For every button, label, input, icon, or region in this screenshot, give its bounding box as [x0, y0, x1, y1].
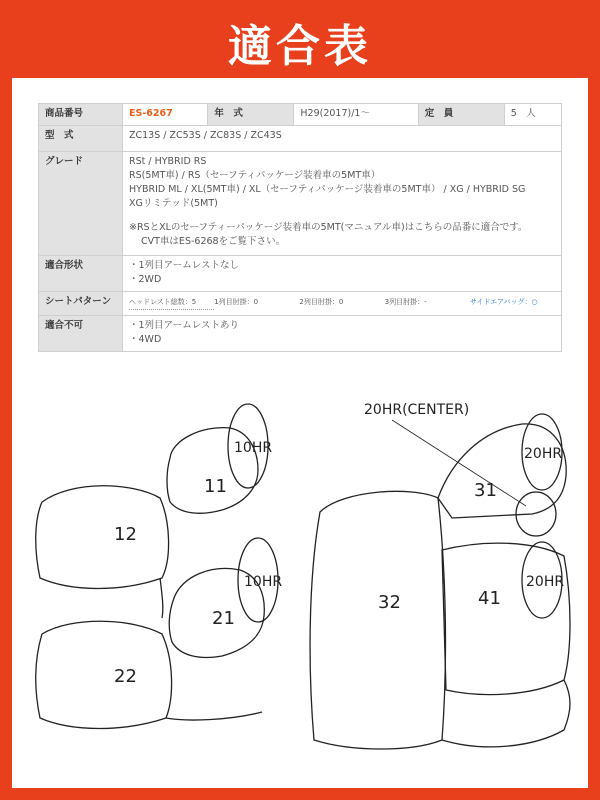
table-row — [39, 126, 562, 152]
seat-outline — [166, 712, 262, 720]
grade-label: グレード — [39, 152, 123, 256]
fit-value — [123, 256, 562, 292]
table-row — [39, 104, 562, 126]
grade-line: RS(5MT車) / RS（セーフティパッケージ装着車の5MT車） — [129, 170, 381, 181]
label-11: 11 — [204, 476, 227, 497]
row3-armrest: 3列目肘掛：- — [384, 298, 427, 306]
label-21: 21 — [212, 608, 235, 629]
center-headrest-label: 20HR(CENTER) — [364, 402, 470, 418]
year-label: 年 式 — [208, 104, 294, 126]
grade-note: ※RSとXLのセーフティーパッケージ装着車の5MT(マニュアル車)はこちらの品番に適合です。 — [129, 222, 528, 233]
row2-armrest: 2列目肘掛：0 — [299, 298, 344, 306]
label-41: 41 — [478, 588, 501, 609]
seat-outline — [160, 578, 163, 618]
label-12: 12 — [114, 524, 137, 545]
year-value: H29(2017)/1〜 — [294, 104, 418, 126]
grade-note: CVT車はES-6268をご覧下さい。 — [141, 236, 286, 247]
model-value: ZC13S / ZC53S / ZC83S / ZC43S — [123, 126, 562, 152]
headrest-count: ヘッドレスト総数：5 — [129, 295, 214, 310]
table-row — [39, 292, 562, 316]
label-32: 32 — [378, 592, 401, 613]
page-title: 適合表 — [228, 21, 372, 72]
grade-value — [123, 152, 562, 256]
side-airbag: サイドエアバッグ：○ — [469, 298, 538, 306]
ng-value — [123, 316, 562, 352]
label-22: 22 — [114, 666, 137, 687]
ng-label: 適合不可 — [39, 316, 123, 352]
product-no-value: ES-6267 — [123, 104, 208, 126]
seat-pattern-label: シートパターン — [39, 292, 123, 316]
ng-item: ・4WD — [129, 334, 162, 345]
headrest-label: 10HR — [244, 574, 283, 590]
model-label: 型 式 — [39, 126, 123, 152]
seat-outline — [442, 680, 570, 747]
label-31: 31 — [474, 480, 497, 501]
table-row — [39, 316, 562, 352]
grade-line: XGリミテッド(5MT) — [129, 198, 218, 209]
center-leader-line — [392, 420, 526, 506]
seat-part-12 — [36, 486, 169, 589]
seat-part-22 — [36, 621, 172, 728]
fit-item: ・2WD — [129, 274, 162, 285]
compatibility-table — [38, 103, 562, 352]
fit-item: ・1列目アームレストなし — [129, 260, 239, 271]
seat-part-41 — [442, 543, 570, 694]
headrest-label: 20HR — [526, 574, 565, 590]
headrest-label: 20HR — [524, 446, 563, 462]
seat-pattern-value — [123, 292, 562, 316]
seat-diagram — [12, 380, 588, 780]
grade-line: RSt / HYBRID RS — [129, 156, 207, 167]
table-row — [39, 152, 562, 256]
row1-armrest: 1列目肘掛：0 — [214, 298, 259, 306]
product-no-label: 商品番号 — [39, 104, 123, 126]
capacity-value: 5 人 — [504, 104, 561, 126]
seat-part-31 — [438, 424, 566, 518]
seat-part-32 — [310, 491, 445, 749]
fit-label: 適合形状 — [39, 256, 123, 292]
headrest-label: 10HR — [234, 440, 273, 456]
table-row — [39, 256, 562, 292]
grade-line: HYBRID ML / XL(5MT車) / XL（セーフティパッケージ装着車の5MT車） / XG / HYBRID SG — [129, 184, 526, 195]
capacity-label: 定 員 — [418, 104, 504, 126]
ng-item: ・1列目アームレストあり — [129, 320, 239, 331]
